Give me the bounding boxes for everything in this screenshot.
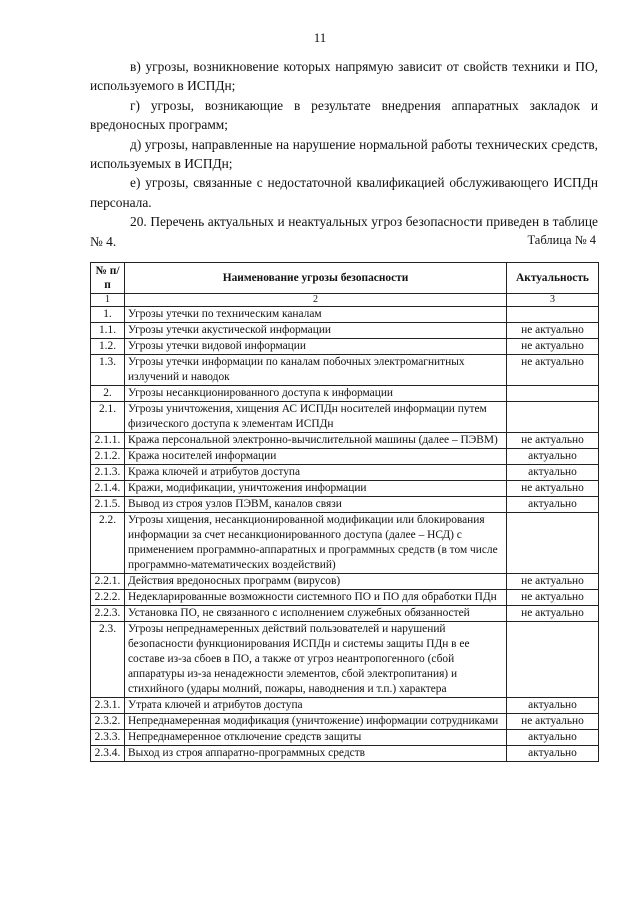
- threat-name: Утрата ключей и атрибутов доступа: [125, 698, 507, 714]
- row-number: 2.3.2.: [91, 714, 125, 730]
- row-number: 2.1.: [91, 402, 125, 433]
- relevance-value: актуально: [507, 730, 599, 746]
- relevance-value: [507, 307, 599, 323]
- threat-name: Кражи, модификации, уничтожения информации: [125, 481, 507, 497]
- row-number: 2.2.: [91, 513, 125, 574]
- relevance-value: актуально: [507, 449, 599, 465]
- threat-name: Угрозы утечки акустической информации: [125, 323, 507, 339]
- relevance-value: актуально: [507, 465, 599, 481]
- table-row: [91, 402, 599, 433]
- relevance-value: [507, 513, 599, 574]
- row-number: 2.: [91, 386, 125, 402]
- threats-table: [90, 262, 599, 762]
- table-row: [91, 730, 599, 746]
- relevance-value: не актуально: [507, 714, 599, 730]
- column-number: 2: [125, 294, 507, 307]
- table-row: [91, 513, 599, 574]
- relevance-value: не актуально: [507, 590, 599, 606]
- threat-name: Угрозы уничтожения, хищения АС ИСПДн носителей информации путем физического доступа к элементам ИСПДн: [125, 402, 507, 433]
- threat-name: Угрозы утечки по техническим каналам: [125, 307, 507, 323]
- column-number: 3: [507, 294, 599, 307]
- threat-name: Угрозы утечки информации по каналам побочных электромагнитных излучений и наводок: [125, 355, 507, 386]
- table-body: [91, 307, 599, 762]
- threat-name: Действия вредоносных программ (вирусов): [125, 574, 507, 590]
- threat-name: Недекларированные возможности системного ПО и ПО для обработки ПДн: [125, 590, 507, 606]
- row-number: 1.2.: [91, 339, 125, 355]
- threat-name: Непреднамеренная модификация (уничтожение) информации сотрудниками: [125, 714, 507, 730]
- relevance-value: актуально: [507, 746, 599, 762]
- paragraph: в) угрозы, возникновение которых напрямую зависит от свойств техники и ПО, используемого в ИСПДн;: [90, 59, 598, 94]
- table-row: [91, 481, 599, 497]
- relevance-value: не актуально: [507, 574, 599, 590]
- table-row: [91, 339, 599, 355]
- row-number: 2.3.: [91, 622, 125, 698]
- threat-name: Угрозы непреднамеренных действий пользователей и нарушений безопасности функционирования ИСПДн и системы защиты ПДн в ее составе из-за сбоев в ПО, а также от угроз неантропогенного (сбой аппаратуры из-за ненадежности элементов, сбой электропитания) и стихийного (удары молний, пожары, наводнения и т.п.) характера: [125, 622, 507, 698]
- table-row: [91, 449, 599, 465]
- row-number: 1.: [91, 307, 125, 323]
- table-header-row: [91, 263, 599, 294]
- threat-name: Вывод из строя узлов ПЭВМ, каналов связи: [125, 497, 507, 513]
- table-row: [91, 590, 599, 606]
- header-relevance: Актуальность: [507, 263, 599, 294]
- relevance-value: [507, 386, 599, 402]
- row-number: 2.3.3.: [91, 730, 125, 746]
- threat-name: Кража носителей информации: [125, 449, 507, 465]
- paragraph: г) угрозы, возникающие в результате внедрения аппаратных закладок и вредоносных программ;: [90, 97, 598, 133]
- table-row: [91, 465, 599, 481]
- relevance-value: актуально: [507, 698, 599, 714]
- relevance-value: [507, 622, 599, 698]
- table-caption: Таблица № 4: [527, 233, 596, 247]
- paragraph: д) угрозы, направленные на нарушение нормальной работы технических средств, используемых в ИСПДн;: [90, 136, 598, 172]
- row-number: 2.2.3.: [91, 606, 125, 622]
- threat-name: Выход из строя аппаратно-программных средств: [125, 746, 507, 762]
- table-row: [91, 574, 599, 590]
- paragraph: е) угрозы, связанные с недостаточной квалификацией обслуживающего ИСПДн персонала.: [90, 175, 598, 210]
- relevance-value: не актуально: [507, 355, 599, 386]
- column-number-row: [91, 294, 599, 307]
- table-row: [91, 746, 599, 762]
- threat-name: Кража персональной электронно-вычислительной машины (далее – ПЭВМ): [125, 433, 507, 449]
- table-row: [91, 606, 599, 622]
- threat-name: Кража ключей и атрибутов доступа: [125, 465, 507, 481]
- relevance-value: не актуально: [507, 339, 599, 355]
- paragraph: 20. Перечень актуальных и неактуальных угроз безопасности приведен в таблице № 4.: [90, 214, 598, 249]
- threat-name: Установка ПО, не связанного с исполнением служебных обязанностей: [125, 606, 507, 622]
- table-row: [91, 355, 599, 386]
- header-threat-name: Наименование угрозы безопасности: [125, 263, 507, 294]
- row-number: 2.1.2.: [91, 449, 125, 465]
- table-row: [91, 433, 599, 449]
- relevance-value: актуально: [507, 497, 599, 513]
- table-row: [91, 386, 599, 402]
- row-number: 1.1.: [91, 323, 125, 339]
- relevance-value: [507, 402, 599, 433]
- relevance-value: не актуально: [507, 481, 599, 497]
- row-number: 2.2.1.: [91, 574, 125, 590]
- body-text: [90, 57, 598, 251]
- row-number: 2.1.4.: [91, 481, 125, 497]
- threat-name: Непреднамеренное отключение средств защиты: [125, 730, 507, 746]
- column-number: 1: [91, 294, 125, 307]
- table-row: [91, 698, 599, 714]
- relevance-value: не актуально: [507, 433, 599, 449]
- relevance-value: не актуально: [507, 606, 599, 622]
- row-number: 2.3.1.: [91, 698, 125, 714]
- threat-name: Угрозы утечки видовой информации: [125, 339, 507, 355]
- relevance-value: не актуально: [507, 323, 599, 339]
- table-row: [91, 307, 599, 323]
- row-number: 2.1.1.: [91, 433, 125, 449]
- table-row: [91, 622, 599, 698]
- table-row: [91, 714, 599, 730]
- row-number: 2.2.2.: [91, 590, 125, 606]
- threat-name: Угрозы несанкционированного доступа к информации: [125, 386, 507, 402]
- row-number: 2.1.3.: [91, 465, 125, 481]
- row-number: 2.3.4.: [91, 746, 125, 762]
- table-row: [91, 497, 599, 513]
- table-row: [91, 323, 599, 339]
- row-number: 1.3.: [91, 355, 125, 386]
- row-number: 2.1.5.: [91, 497, 125, 513]
- page-number: 11: [313, 30, 327, 45]
- header-number: № п/п: [91, 263, 125, 294]
- threat-name: Угрозы хищения, несанкционированной модификации или блокирования информации за счет несанкционированного доступа (далее – НСД) с применением программно-аппаратных и программных средств (в том числе программно-математических воздействий): [125, 513, 507, 574]
